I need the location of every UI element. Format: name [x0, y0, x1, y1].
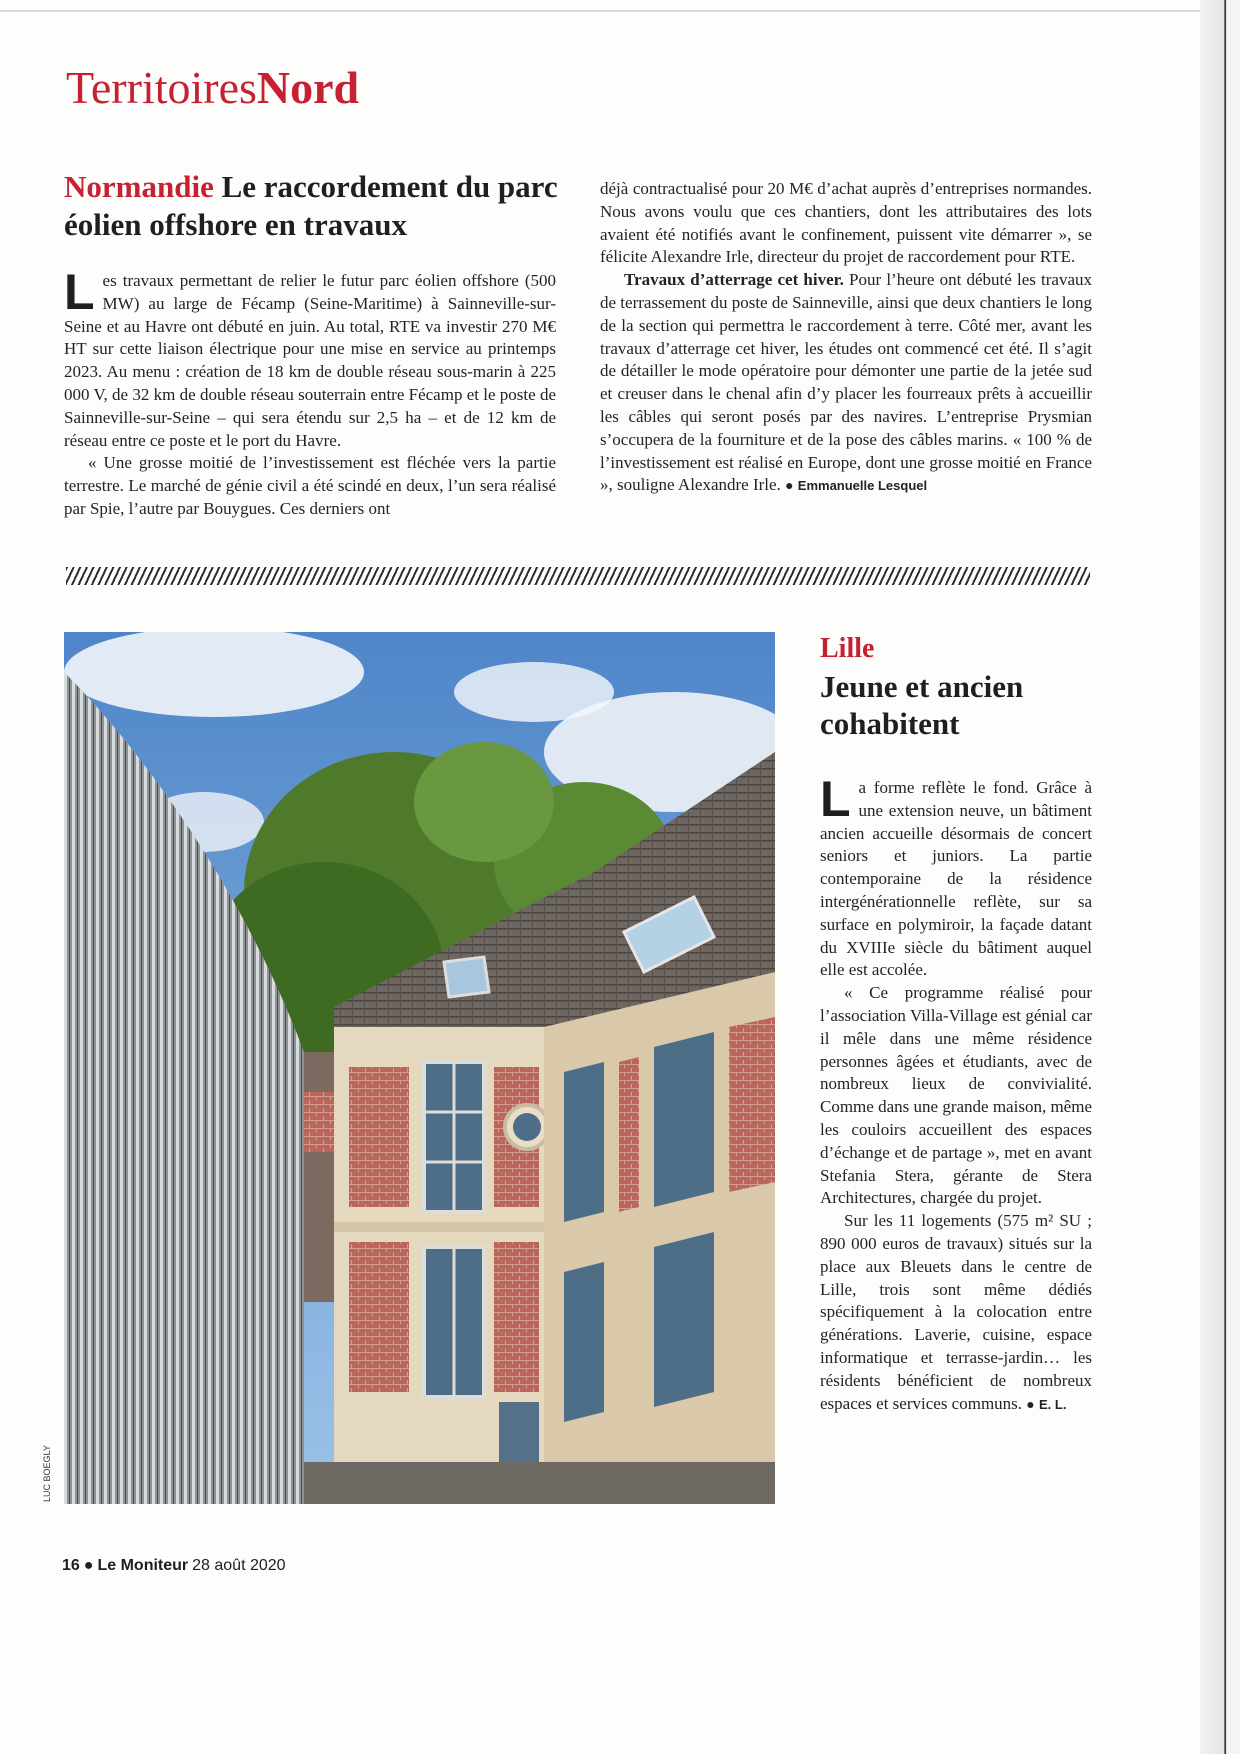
end-bullet-icon: ● [1026, 1397, 1035, 1413]
residence-courtyard-illustration [64, 632, 775, 1504]
article2-column [820, 771, 1092, 1417]
article2-paragraph-2: « Ce programme réalisé pour l’association Villa-Village est génial car il mêle dans une même résidence personnes âgées et étudiants, avec de nombreux lieux de convivialité. Comme dans une grande maison, même les couloirs accueillent des espaces d’échange et de partage », met en avant Stefania Stera, gérante de Stera Architectures, chargée du projet. [820, 983, 1092, 1208]
article-divider [66, 567, 1090, 585]
article2-photo [64, 632, 775, 1504]
section-heading-light: Territoires [66, 62, 257, 113]
article1-paragraph-2: « Une grosse moitié de l’investissement est fléchée vers la partie terrestre. Le marché de génie civil a été scindé en deux, l’un sera réalisé par Spie, l’autre par Bouygues. Ces derniers ont [64, 453, 556, 518]
article1-dropcap: L [64, 264, 95, 320]
article2-kicker: Lille [820, 633, 875, 664]
article1-column-1 [64, 264, 556, 521]
article2-paragraph-1 [820, 771, 1092, 982]
article1-subhead: Travaux d’atterrage cet hiver. [624, 270, 844, 290]
page-folio [62, 1555, 286, 1577]
article2-title: Jeune et ancien cohabitent [820, 669, 1024, 741]
article1-column-2 [600, 178, 1092, 499]
section-heading-bold: Nord [256, 62, 360, 113]
article1-paragraph-1 [64, 264, 556, 452]
article1-kicker: Normandie [64, 169, 214, 204]
article1-title: Le raccordement du parc éolien offshore en travaux [64, 169, 558, 242]
section-heading [66, 58, 359, 118]
photo-credit: LUC BOEGLY [42, 1445, 52, 1502]
article1-paragraph-4 [600, 269, 1092, 499]
article1-paragraph-3: déjà contractualisé pour 20 M€ d’achat auprès d’entreprises normandes. Nous avons voulu que ces chantiers, dont les attributaires des lots avaient été notifiés avant le confinement, puissent vite démarrer », se félicite Alexandre Irle, directeur du projet de raccordement pour RTE. [600, 179, 1092, 267]
article2-paragraph-3-text: Sur les 11 logements (575 m² SU ; 890 000 euros de travaux) situés sur la place aux Bleuets dans le centre de Lille, trois sont même dédiés spécifiquement à la colocation entre générations. Laverie, cuisine, espace informatique et terrasse-jardin… les résidents bénéficient de nombreux espaces et services communs. [820, 1211, 1092, 1413]
end-bullet-icon: ● [785, 479, 794, 495]
article1-paragraph-4-text: Pour l’heure ont débuté les travaux de terrassement du poste de Sainneville, ainsi que deux chantiers le long de la section qui permettra le raccordement à terre. Côté mer, avant les travaux d’atterrage cet hiver, les études ont commencé cet été. Il s’agit de détailler le mode opératoire pour démonter une partie de la jetée sud et creuser dans le chenal afin d’y placer les fourreaux prêts à accueillir les câbles qui seront posés par des navires. L’entreprise Prysmian s’occupera de la fourniture et de la pose des câbles marins. « 100 % de l’investissement est réalisé en Europe, dont une grosse moitié en France », souligne Alexandre Irle. [600, 270, 1092, 495]
article1-headline [64, 168, 584, 244]
article2-paragraph-1-text: a forme reflète le fond. Grâce à une extension neuve, un bâtiment ancien accueille désormais de concert seniors et juniors. La partie contemporaine de la résidence intergénérationnelle reflète, sur sa surface en polymiroir, la façade datant du XVIIIe siècle du bâtiment auquel elle est accolée. [820, 778, 1092, 980]
article2-byline: E. L. [1039, 1396, 1067, 1412]
page-number: 16 [62, 1557, 80, 1574]
article1-paragraph-1-text: es travaux permettant de relier le futur parc éolien offshore (500 MW) au large de Fécamp (Seine-Maritime) à Sainneville-sur-Seine et au Havre ont débuté en juin. Au total, RTE va investir 270 M€ HT sur cette liaison électrique pour une mise en service au printemps 2023. Au menu : création de 18 km de double réseau sous-marin à 225 000 V, de 32 km de double réseau souterrain entre Fécamp et le poste de Sainneville-sur-Seine – qui sera étendu sur 2,5 ha – et de 12 km de réseau entre ce poste et le port du Havre. [64, 271, 556, 450]
issue-date: 28 août 2020 [192, 1557, 286, 1574]
top-edge-rule [0, 10, 1200, 12]
page-binding-edge [1200, 0, 1240, 1754]
article1-byline: Emmanuelle Lesquel [797, 478, 928, 494]
folio-bullet-icon: ● [83, 1557, 94, 1574]
article2-dropcap: L [820, 771, 851, 827]
magazine-name: Le Moniteur [97, 1557, 189, 1574]
article2-paragraph-3 [820, 1210, 1092, 1417]
